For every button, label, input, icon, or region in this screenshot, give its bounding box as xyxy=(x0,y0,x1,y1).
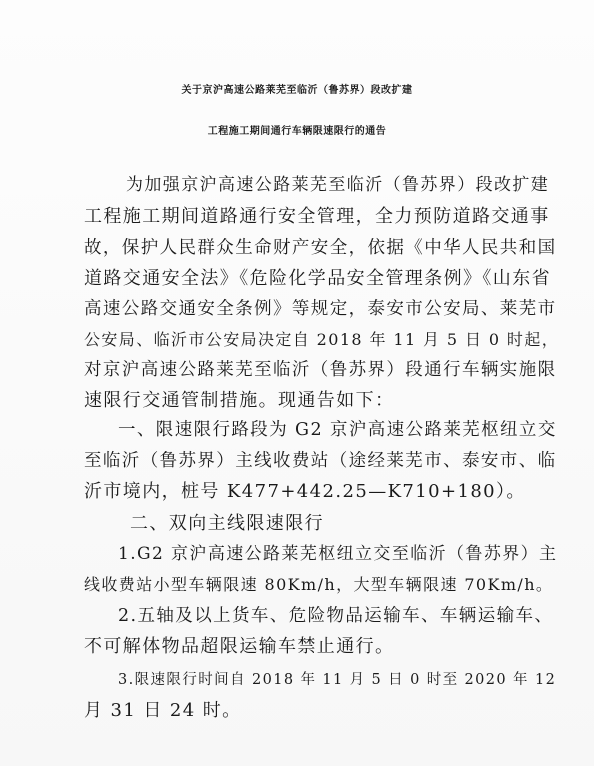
body-line: 速限行交通管制措施。现通告如下： xyxy=(84,390,395,411)
body-line: 线收费站小型车辆限速 80Km/h，大型车辆限速 70Km/h。 xyxy=(84,575,554,594)
body-line: 对京沪高速公路莱芜至临沂（鲁苏界）段通行车辆实施限 xyxy=(84,360,557,380)
body-line: 不可解体物品超限运输车禁止通行。 xyxy=(84,636,395,657)
body-line: 公安局、临沂市公安局决定自 2018 年 11 月 5 日 0 时起， xyxy=(84,330,560,349)
body-line: 沂市境内，桩号 K477+442.25—K710+180）。 xyxy=(84,481,526,502)
body-line: 为加强京沪高速公路莱芜至临沂（鲁苏界）段改扩建 xyxy=(126,175,550,195)
body-line: 道路交通安全法》《危险化学品安全管理条例》《山东省 xyxy=(84,268,551,289)
body-line: 月 31 日 24 时。 xyxy=(84,700,242,721)
body-line: 至临沂（鲁苏界）主线收费站（途经莱芜市、泰安市、临 xyxy=(84,451,557,471)
body-line: 工程施工期间道路通行安全管理，全力预防道路交通事 xyxy=(84,206,550,227)
body-line: 3.限速限行时间自 2018 年 11 月 5 日 0 时至 2020 年 12 xyxy=(118,672,557,688)
body-line: 二、双向主线限速限行 xyxy=(130,513,324,534)
body-line: 1.G2 京沪高速公路莱芜枢纽立交至临沂（鲁苏界）主 xyxy=(118,544,558,564)
document-title-line-2: 工程施工期间通行车辆限速限行的通告 xyxy=(207,126,387,137)
body-line: 高速公路交通安全条例》等规定，泰安市公安局、莱芜市 xyxy=(84,299,557,319)
body-line: 故，保护人民群众生命财产安全，依据《中华人民共和国 xyxy=(84,238,557,258)
document-title-line-1: 关于京沪高速公路莱芜至临沂（鲁苏界）段改扩建 xyxy=(181,85,413,96)
body-line: 2.五轴及以上货车、危险物品运输车、车辆运输车、 xyxy=(118,606,554,626)
body-line: 一、限速限行路段为 G2 京沪高速公路莱芜枢纽立交 xyxy=(118,420,557,440)
